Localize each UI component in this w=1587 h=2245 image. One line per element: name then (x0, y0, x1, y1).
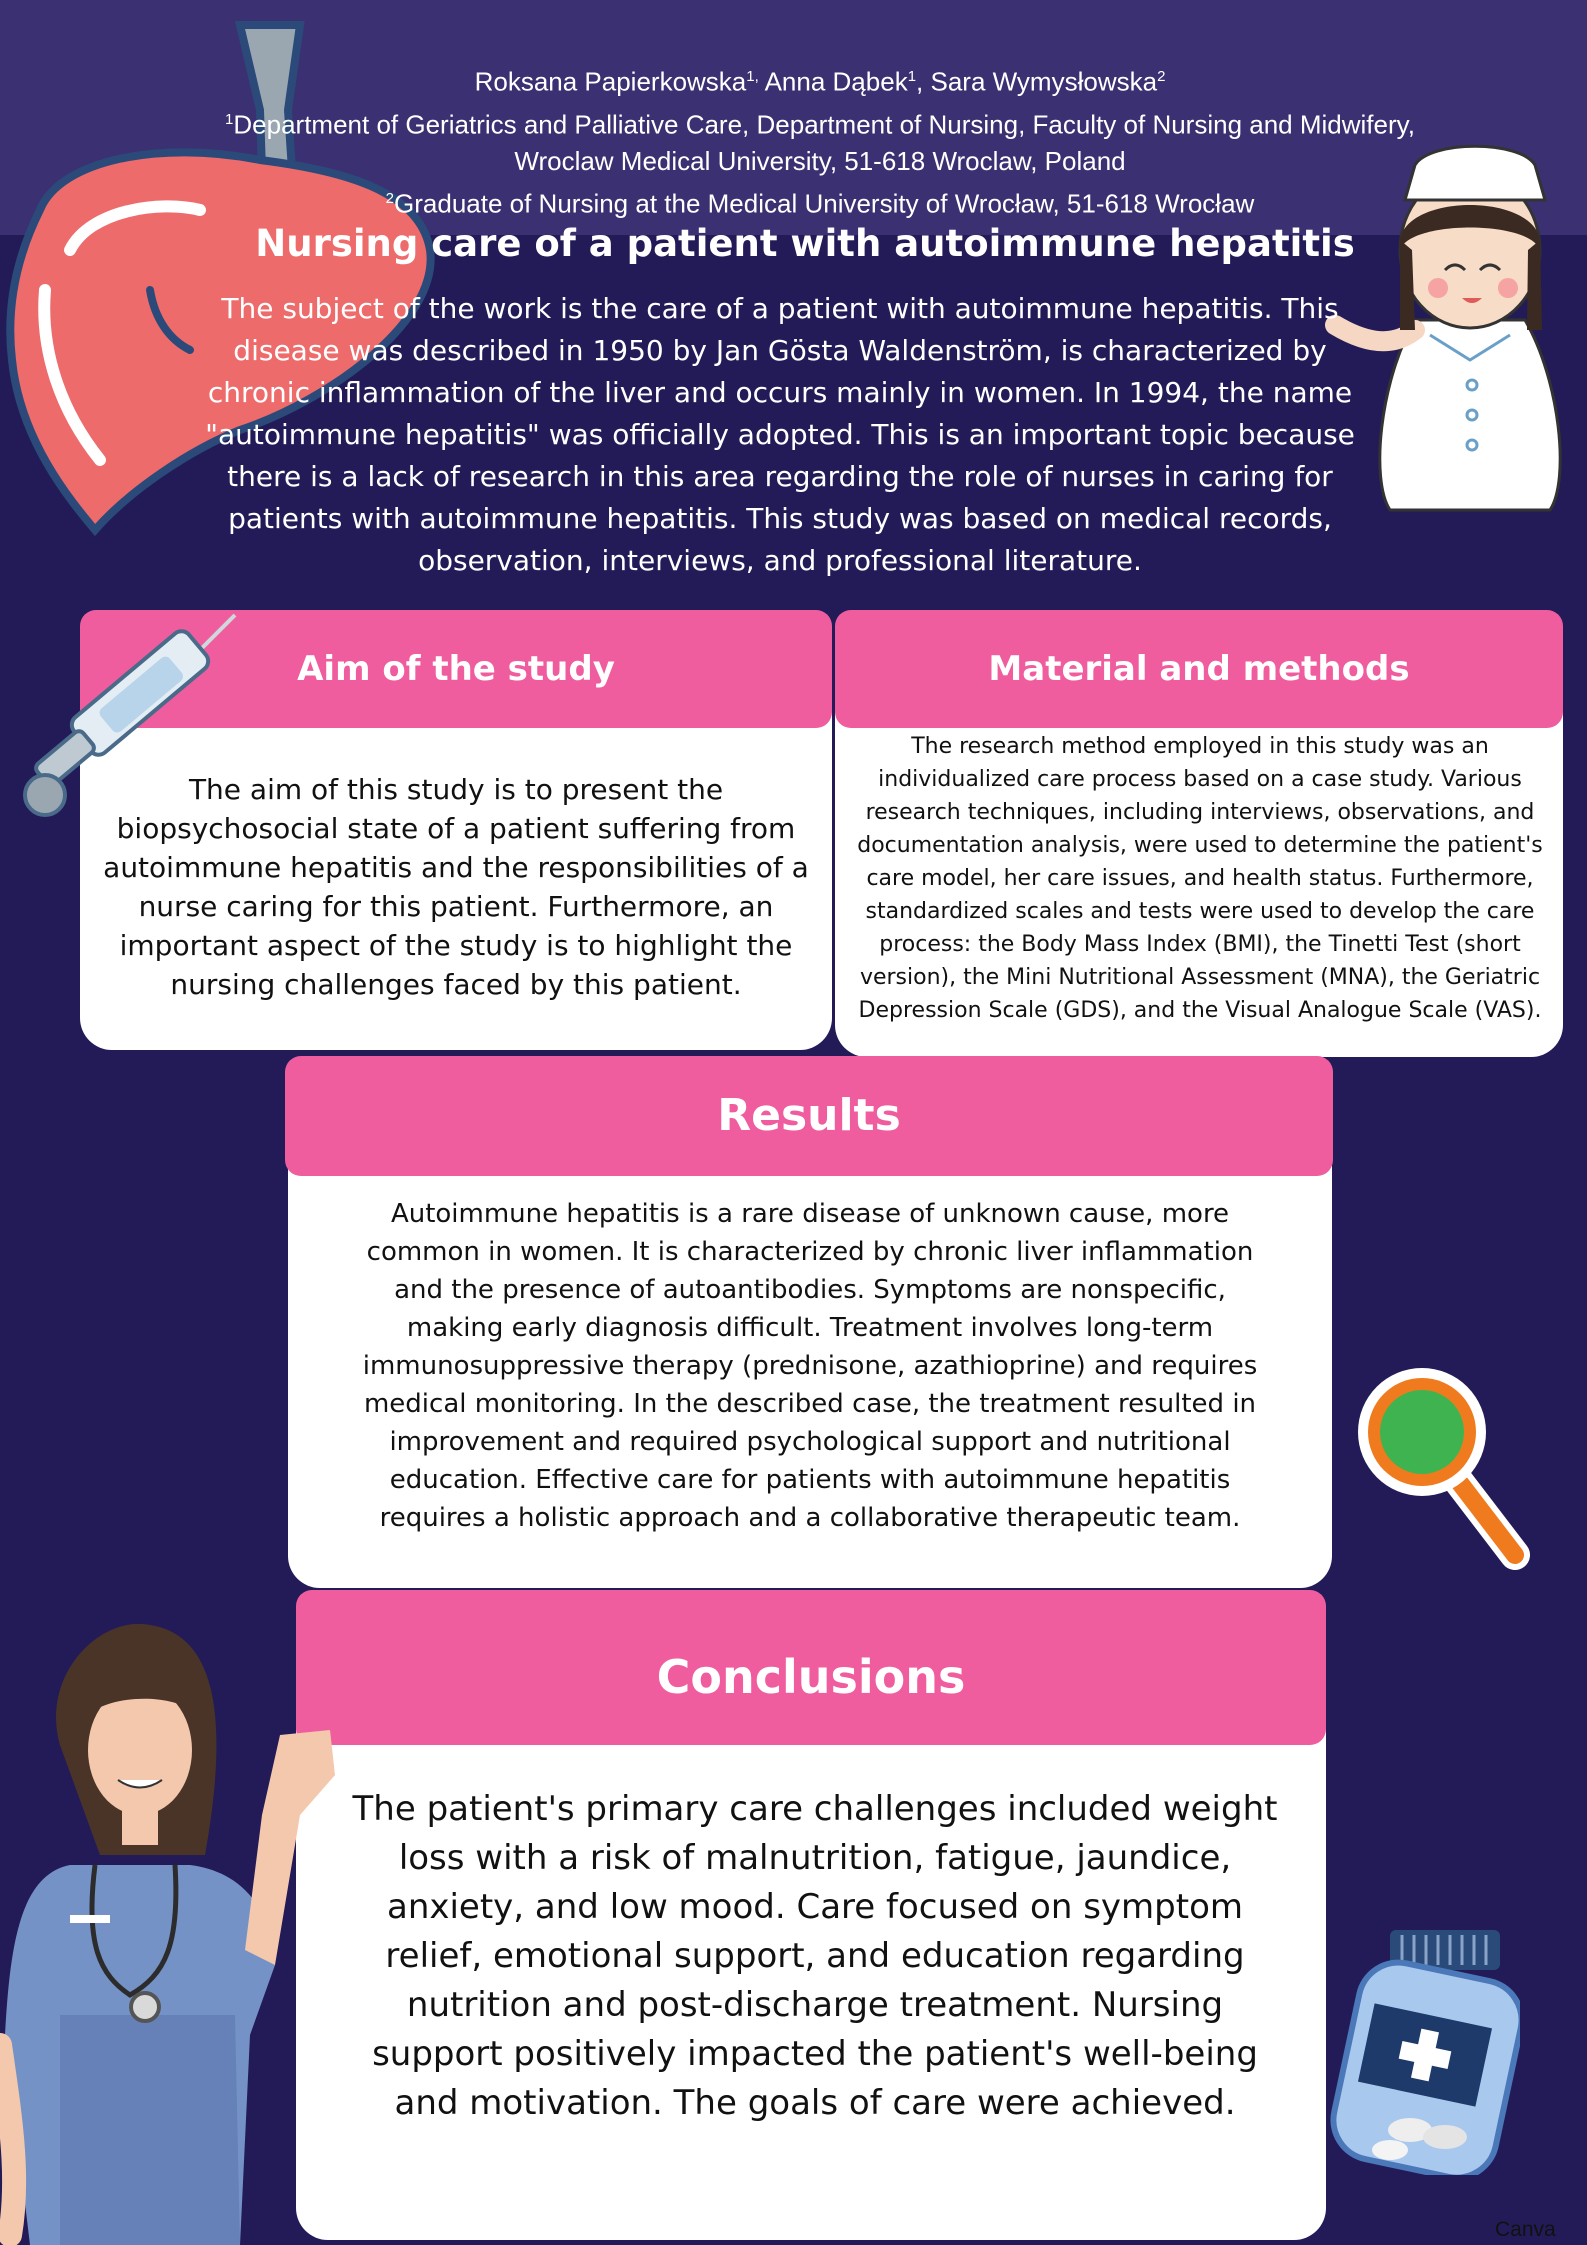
pill-bottle-illustration (1330, 1925, 1520, 2175)
authors-affiliations (120, 58, 1520, 223)
aim-heading: Aim of the study (80, 610, 832, 728)
conclusions-text: The patient's primary care challenges included weight loss with a risk of malnutrition, fatigue, jaundice, anxiety, and low mood. Care focused on symptom relief, emotional support, and education regarding nutrition and post-discharge treatment. Nursing support positively impacted the patient's well-being and motivation. The goals of care were achieved. (352, 1789, 1278, 2123)
methods-text: The research method employed in this study was an individualized care process based on a case study. Various research techniques, including interviews, observations, and documentation analysis, were used to determine the patient's care model, her care issues, and health status. Furthermore, standardized scales and tests were used to develop the care process: the Body Mass Index (BMI), the Tinetti Test (short version), the Mini Nutritional Assessment (MNA), the Geriatric Depression Scale (GDS), and the Visual Analogue Scale (VAS). (857, 734, 1543, 1023)
poster-title: Nursing care of a patient with autoimmune hepatitis (255, 222, 1355, 265)
authors-line: Roksana Papierkowska$^{1,}$ Anna Dąbek$^1$, Sara Wymysłowska$^2$ (474, 66, 1166, 97)
results-heading: Results (285, 1056, 1333, 1176)
aim-text: The aim of this study is to present the biopsychosocial state of a patient suffering from autoimmune hepatitis and the responsibilities of a nurse caring for this patient. Furthermore, an important aspect of the study is to highlight the nursing challenges faced by this patient. (103, 773, 809, 1001)
results-text: Autoimmune hepatitis is a rare disease of unknown cause, more common in women. It is characterized by chronic liver inflammation and the presence of autoantibodies. Symptoms are nonspecific, making early diagnosis difficult. Treatment involves long-term immunosuppressive therapy (prednisone, azathioprine) and requires medical monitoring. In the described case, the treatment resulted in improvement and required psychological support and nutritional education. Effective care for patients with autoimmune hepatitis requires a holistic approach and a collaborative therapeutic team. (362, 1199, 1258, 1533)
affiliation-1: $^1$Department of Geriatrics and Palliative Care, Department of Nursing, Faculty of Nursing and Midwifery, (225, 109, 1415, 140)
canva-watermark: Canva (1495, 2218, 1556, 2241)
doctor-illustration (0, 1615, 345, 2245)
magnifier-illustration (1350, 1360, 1530, 1570)
intro-text: The subject of the work is the care of a patient with autoimmune hepatitis. This disease was described in 1950 by Jan Gösta Waldenström, is characterized by chronic inflammation of the liver and occurs mainly in women. In 1994, the name "autoimmune hepatitis" was officially adopted. This is an important topic because there is a lack of research in this area regarding the role of nurses in caring for patients with autoimmune hepatitis. This study was based on medical records, observation, interviews, and professional literature. (205, 292, 1355, 577)
affiliation-2: $^2$Graduate of Nursing at the Medical University of Wrocław, 51-618 Wrocław (385, 188, 1255, 219)
methods-heading: Material and methods (835, 610, 1563, 728)
conclusions-heading: Conclusions (296, 1590, 1326, 1745)
syringe-illustration (15, 610, 245, 830)
affiliation-1-line-2: Wroclaw Medical University, 51-618 Wroclaw, Poland (514, 146, 1126, 177)
